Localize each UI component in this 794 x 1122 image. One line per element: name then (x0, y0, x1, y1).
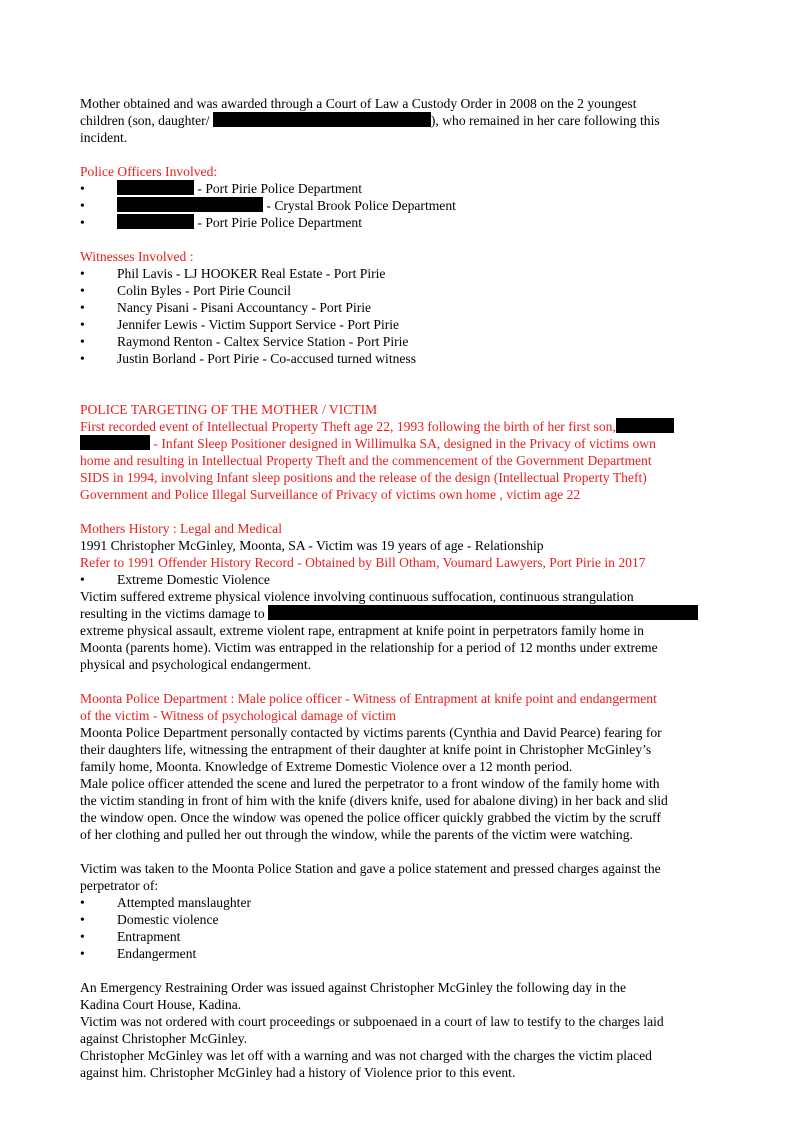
text-line: Victim was taken to the Moonta Police Station and gave a police statement and pressed charges against the (80, 861, 661, 876)
redaction-block (117, 214, 194, 229)
list-item: • Attempted manslaughter (80, 894, 720, 911)
list-item: • - Port Pirie Police Department (80, 214, 720, 231)
police-officers-list (80, 180, 720, 231)
text-line: Christopher McGinley was let off with a warning and was not charged with the charges the victim placed (80, 1048, 652, 1063)
list-item: • Raymond Renton - Caltex Service Station - Port Pirie (80, 333, 720, 350)
list-item: • Jennifer Lewis - Victim Support Service - Port Pirie (80, 316, 720, 333)
text-line: incident. (80, 130, 128, 145)
list-item: • Endangerment (80, 945, 720, 962)
text-line: of her clothing and pulled her out through the window, while the parents of the victim were watching. (80, 827, 633, 842)
list-item: • - Crystal Brook Police Department (80, 197, 720, 214)
document-page (80, 95, 720, 1081)
text-line: Male police officer attended the scene and lured the perpetrator to a front window of the family home with (80, 776, 660, 791)
text-line: their daughters life, witnessing the entrapment of their daughter at knife point in Christopher McGinley’s (80, 742, 652, 757)
text-line: Mother obtained and was awarded through a Court of Law a Custody Order in 2008 on the 2 youngest (80, 96, 637, 111)
list-item: • Colin Byles - Port Pirie Council (80, 282, 720, 299)
text-line: the victim standing in front of him with the knife (divers knife, used for abalone diving) in her back and slid (80, 793, 668, 808)
text-line: - Infant Sleep Positioner designed in Willimulka SA, designed in the Privacy of victims own (80, 435, 720, 452)
redaction-block (213, 112, 431, 127)
section-heading-moonta-cont: of the victim - Witness of psychological damage of victim (80, 708, 396, 723)
text-line: Victim was not ordered with court proceedings or subpoenaed in a court of law to testify to the charges laid (80, 1014, 664, 1029)
list-item: • Phil Lavis - LJ HOOKER Real Estate - Port Pirie (80, 265, 720, 282)
charges-list (80, 894, 720, 962)
text-line: First recorded event of Intellectual Property Theft age 22, 1993 following the birth of her first son, (80, 418, 720, 435)
section-heading-history: Mothers History : Legal and Medical (80, 521, 282, 536)
list-item: • Domestic violence (80, 911, 720, 928)
section-heading-witnesses: Witnesses Involved : (80, 249, 194, 264)
text-line: physical and psychological endangerment. (80, 657, 312, 672)
text-line: Moonta (parents home). Victim was entrapped in the relationship for a period of 12 months under extreme (80, 640, 658, 655)
text-line: against Christopher McGinley. (80, 1031, 248, 1046)
text-line: Victim suffered extreme physical violence involving continuous suffocation, continuous strangulation (80, 589, 634, 604)
text-line: children (son, daughter/ ), who remained in her care following this (80, 113, 660, 128)
text-line: against him. Christopher McGinley had a history of Violence prior to this event. (80, 1065, 516, 1080)
list-item: • Entrapment (80, 928, 720, 945)
text-line: 1991 Christopher McGinley, Moonta, SA - Victim was 19 years of age - Relationship (80, 538, 544, 553)
redaction-block (80, 435, 150, 450)
text-line: the window open. Once the window was opened the police officer quickly grabbed the victim by the scruff (80, 810, 661, 825)
list-item: • - Port Pirie Police Department (80, 180, 720, 197)
redaction-block (268, 605, 698, 620)
text-line: SIDS in 1994, involving Infant sleep positions and the release of the design (Intellectual Property Theft) (80, 470, 647, 485)
redaction-block (616, 418, 674, 433)
custody-paragraph (80, 95, 720, 146)
section-heading-police-officers: Police Officers Involved: (80, 164, 218, 179)
targeting-section (80, 401, 720, 503)
list-item: • Nancy Pisani - Pisani Accountancy - Port Pirie (80, 299, 720, 316)
list-item: • Justin Borland - Port Pirie - Co-accused turned witness (80, 350, 720, 367)
text-line: resulting in the victims damage to (80, 605, 720, 622)
section-heading-moonta: Moonta Police Department : Male police officer - Witness of Entrapment at knife point and endangerment (80, 691, 657, 706)
history-list (80, 571, 720, 588)
list-item: • Extreme Domestic Violence (80, 571, 720, 588)
redaction-block (117, 197, 263, 212)
text-line: perpetrator of: (80, 878, 159, 893)
redaction-block (117, 180, 194, 195)
text-line: Government and Police Illegal Surveillance of Privacy of victims own home , victim age 22 (80, 487, 581, 502)
text-line: extreme physical assault, extreme violent rape, entrapment at knife point in perpetrators family home in (80, 623, 644, 638)
witnesses-list (80, 265, 720, 367)
text-line: family home, Moonta. Knowledge of Extreme Domestic Violence over a 12 month period. (80, 759, 573, 774)
text-line: Refer to 1991 Offender History Record - Obtained by Bill Otham, Voumard Lawyers, Port Pirie in 2017 (80, 555, 646, 570)
text-line: An Emergency Restraining Order was issued against Christopher McGinley the following day in the (80, 980, 627, 995)
text-line: Kadina Court House, Kadina. (80, 997, 242, 1012)
text-line: home and resulting in Intellectual Property Theft and the commencement of the Government Department (80, 453, 652, 468)
section-heading-targeting: POLICE TARGETING OF THE MOTHER / VICTIM (80, 402, 378, 417)
text-line: Moonta Police Department personally contacted by victims parents (Cynthia and David Pearce) fearing for (80, 725, 662, 740)
